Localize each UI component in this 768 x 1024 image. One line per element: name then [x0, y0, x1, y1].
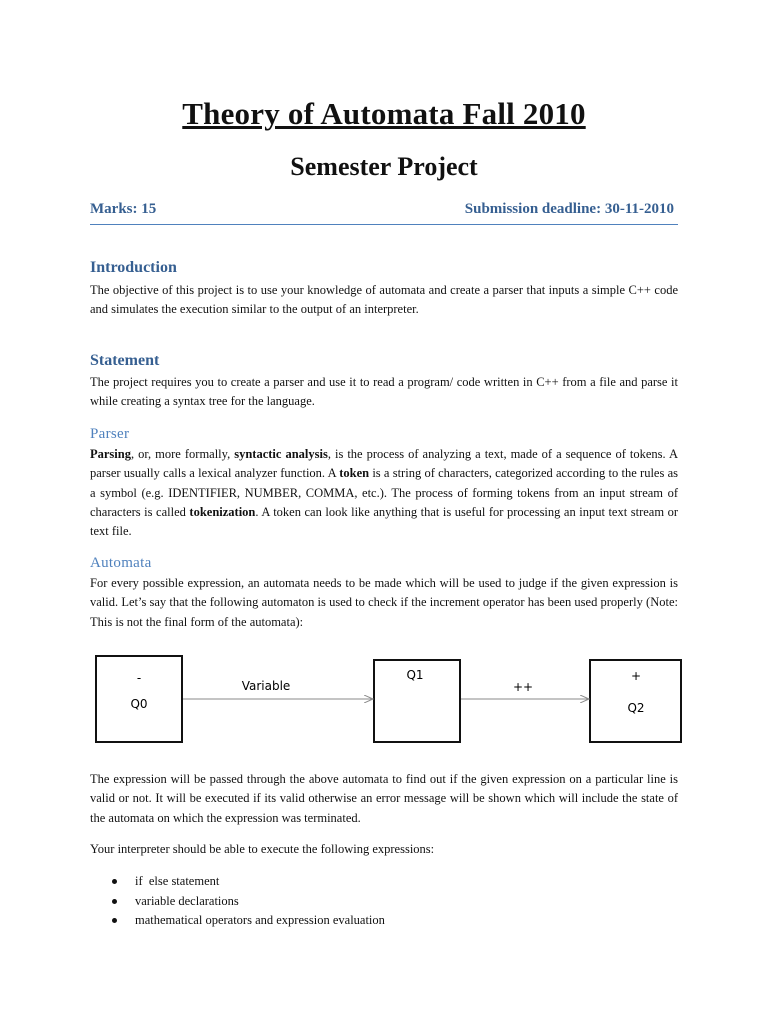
- parsing-term: Parsing: [90, 447, 131, 461]
- explanation-text: The expression will be passed through the above automata to find out if the given expression on a particular line is valid or not. It will be executed if its valid otherwise an error message will be shown which will include the state of the automata on which the expression was terminated.: [90, 772, 678, 825]
- automaton-diagram: [90, 650, 690, 750]
- list-item: [112, 892, 385, 912]
- introduction-text: The objective of this project is to use your knowledge of automata and create a parser that inputs a simple C++ code and simulates the execution similar to the output of an interpreter.: [90, 283, 678, 317]
- parser-text-part: is a string of characters, categorized according to the rules as a symbol (e.g. IDENTIFIER, NUMBER, COMMA, etc.). The process of forming tokens from an input stream of characters is called: [90, 466, 678, 519]
- marks-label: Marks: 15: [90, 201, 157, 217]
- token-term: token: [339, 466, 370, 481]
- transition-q1-q2-label: ++: [512, 680, 534, 694]
- parser-text-part: , is the process of analyzing a text, made of a sequence of tokens. A parser usually calls a lexical analyzer function. A: [90, 447, 678, 481]
- state-q0: [96, 656, 182, 742]
- list-item: [112, 911, 385, 931]
- parser-text-part: , or, more formally,: [130, 447, 235, 461]
- state-q2-sign: +: [630, 669, 642, 683]
- list-item: [112, 872, 385, 892]
- bullet-icon: [112, 879, 117, 884]
- deadline-label: Submission deadline: 30-11-2010: [464, 201, 674, 217]
- document-subtitle: Semester Project: [290, 152, 478, 181]
- state-q1: [374, 660, 460, 742]
- expression-list: [112, 872, 385, 931]
- parser-text-part: . A token can look like anything that is useful for processing an input text stream or text file.: [90, 504, 678, 539]
- bullet-icon: [112, 899, 117, 904]
- list-item-label: if else statement: [135, 874, 220, 888]
- transition-q0-q1-label: Variable: [241, 679, 291, 693]
- automata-text: For every possible expression, an automata needs to be made which will be used to judge if the given expression is valid. Let’s say that the following automaton is used to check if the increment operator has been used properly (Note: This is not the final form of the automata):: [90, 576, 678, 629]
- transition-q0-q1: [183, 679, 373, 699]
- introduction-heading: Introduction: [90, 259, 177, 276]
- syntactic-analysis-term: syntactic analysis: [234, 447, 328, 461]
- bullet-icon: [112, 918, 117, 923]
- state-q2-name: Q2: [627, 701, 645, 715]
- parser-heading: Parser: [90, 426, 130, 442]
- state-q0-sign: -: [136, 671, 142, 685]
- state-q1-name: Q1: [406, 668, 424, 682]
- statement-text: The project requires you to create a parser and use it to read a program/ code written in C++ from a file and parse it while creating a syntax tree for the language.: [90, 375, 678, 409]
- transition-q1-q2: [461, 680, 589, 699]
- list-item-label: variable declarations: [135, 893, 239, 908]
- list-item-label: mathematical operators and expression evaluation: [135, 913, 385, 927]
- state-q0-name: Q0: [130, 697, 148, 711]
- tokenization-term: tokenization: [189, 504, 256, 519]
- automata-heading: Automata: [90, 555, 152, 571]
- document-title: Theory of Automata Fall 2010: [182, 96, 586, 131]
- meta-row: [90, 201, 678, 223]
- list-intro: Your interpreter should be able to execute the following expressions:: [90, 842, 435, 856]
- statement-heading: Statement: [90, 352, 160, 369]
- state-q2: [590, 660, 681, 742]
- header-rule: [90, 224, 678, 225]
- parser-text: [90, 445, 678, 541]
